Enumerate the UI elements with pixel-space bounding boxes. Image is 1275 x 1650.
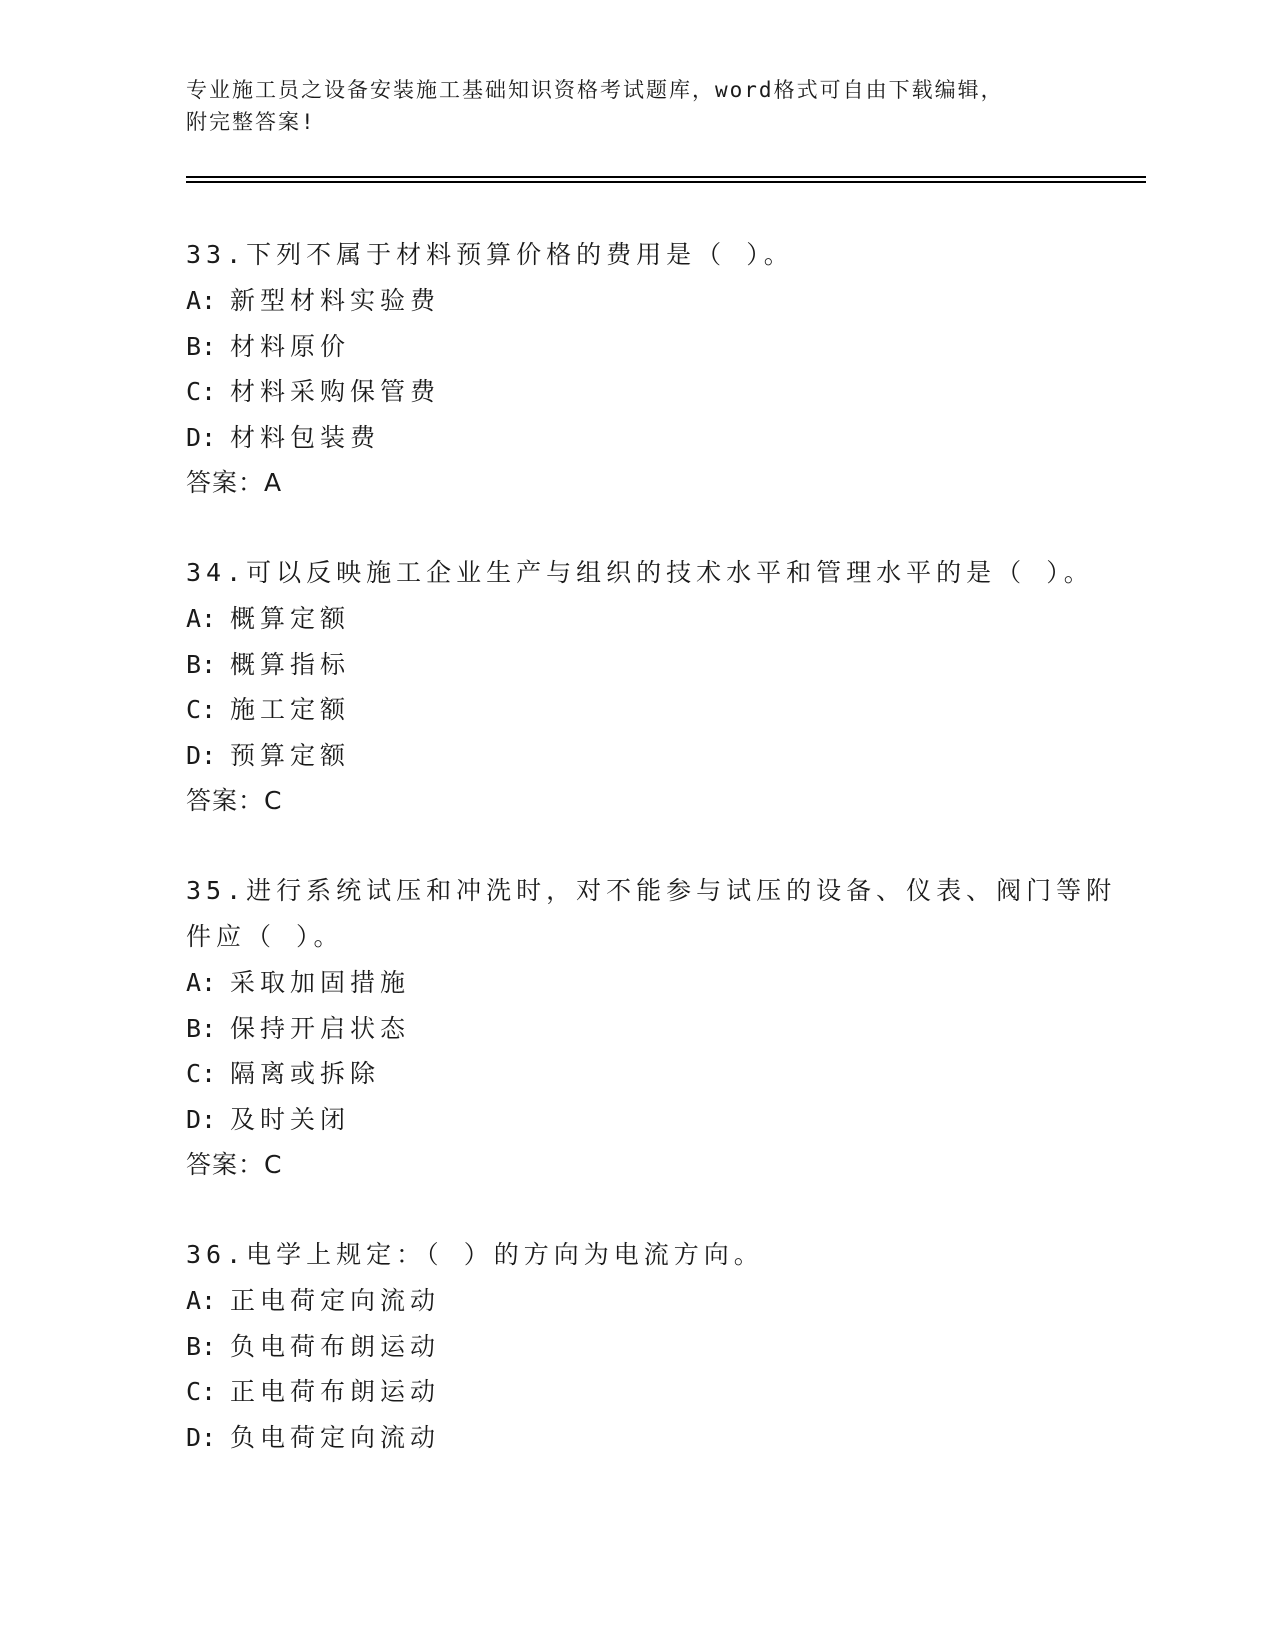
answer-option xyxy=(186,1051,1106,1097)
option-text: 材料原价 xyxy=(230,331,351,361)
option-letter: C: xyxy=(186,1377,217,1406)
answer-option xyxy=(186,687,1106,733)
answer-option xyxy=(186,960,1106,1006)
option-text: 新型材料实验费 xyxy=(230,286,441,315)
answer-option xyxy=(186,1415,1106,1461)
option-text: 预算定额 xyxy=(230,740,351,770)
question-stem xyxy=(186,1232,1086,1278)
answer-option xyxy=(186,1324,1106,1370)
option-letter: D: xyxy=(186,1422,217,1452)
option-letter: D: xyxy=(186,422,217,452)
option-text: 隔离或拆除 xyxy=(230,1059,381,1088)
question-stem-line: 36.电学上规定：（ ）的方向为电流方向。 xyxy=(186,1240,764,1269)
option-letter: C: xyxy=(186,377,217,406)
answer-option xyxy=(186,415,1106,461)
option-letter: A: xyxy=(186,604,217,633)
option-letter: A: xyxy=(186,1286,217,1315)
question-block xyxy=(186,232,1106,506)
answer-option xyxy=(186,324,1106,370)
question-stem xyxy=(186,868,1117,960)
option-text: 采取加固措施 xyxy=(230,968,411,997)
option-text: 材料包装费 xyxy=(230,422,381,452)
question-block xyxy=(186,868,1117,1188)
answer-key: 答案：A xyxy=(186,468,283,497)
question-stem-line: 件应（ ）。 xyxy=(186,922,344,951)
option-letter: D: xyxy=(186,1104,217,1134)
option-text: 材料采购保管费 xyxy=(230,377,441,406)
header-line-2: 附完整答案! xyxy=(186,110,316,134)
answer-option xyxy=(186,369,1106,415)
question-stem-line: 34.可以反映施工企业生产与组织的技术水平和管理水平的是（ ）。 xyxy=(186,558,1094,587)
answer-option xyxy=(186,1278,1106,1324)
option-text: 负电荷布朗运动 xyxy=(230,1331,441,1361)
option-text: 正电荷定向流动 xyxy=(230,1286,441,1315)
question-stem-line: 33.下列不属于材料预算价格的费用是（ ）。 xyxy=(186,240,794,269)
answer-option xyxy=(186,1006,1106,1052)
question-stem-line: 35.进行系统试压和冲洗时，对不能参与试压的设备、仪表、阀门等附 xyxy=(186,876,1117,905)
answer-key: 答案：C xyxy=(186,786,283,815)
question-list xyxy=(186,232,1117,1504)
option-letter: C: xyxy=(186,695,217,724)
option-text: 及时关闭 xyxy=(230,1104,351,1134)
question-stem xyxy=(186,550,1094,596)
option-letter: C: xyxy=(186,1059,217,1088)
option-text: 概算定额 xyxy=(230,604,351,633)
answer-option xyxy=(186,1097,1106,1143)
option-letter: B: xyxy=(186,649,217,679)
answer-option xyxy=(186,596,1106,642)
question-block xyxy=(186,550,1106,824)
option-text: 施工定额 xyxy=(230,695,351,724)
question-stem xyxy=(186,232,1086,278)
question-block xyxy=(186,1232,1106,1460)
option-letter: B: xyxy=(186,1331,217,1361)
option-text: 保持开启状态 xyxy=(230,1013,411,1043)
option-letter: A: xyxy=(186,286,217,315)
option-letter: D: xyxy=(186,740,217,770)
document-header xyxy=(186,74,1086,138)
answer-key: 答案：C xyxy=(186,1150,283,1179)
header-line-1: 专业施工员之设备安装施工基础知识资格考试题库，word格式可自由下载编辑， xyxy=(186,78,1004,102)
option-letter: B: xyxy=(186,1013,217,1043)
option-text: 概算指标 xyxy=(230,649,351,679)
option-text: 负电荷定向流动 xyxy=(230,1422,441,1452)
answer-option xyxy=(186,733,1106,779)
option-letter: A: xyxy=(186,968,217,997)
header-divider-top xyxy=(186,176,1146,178)
answer-option xyxy=(186,642,1106,688)
header-divider-bottom xyxy=(186,181,1146,183)
answer-option xyxy=(186,1369,1106,1415)
answer-option xyxy=(186,278,1106,324)
option-letter: B: xyxy=(186,331,217,361)
option-text: 正电荷布朗运动 xyxy=(230,1377,441,1406)
